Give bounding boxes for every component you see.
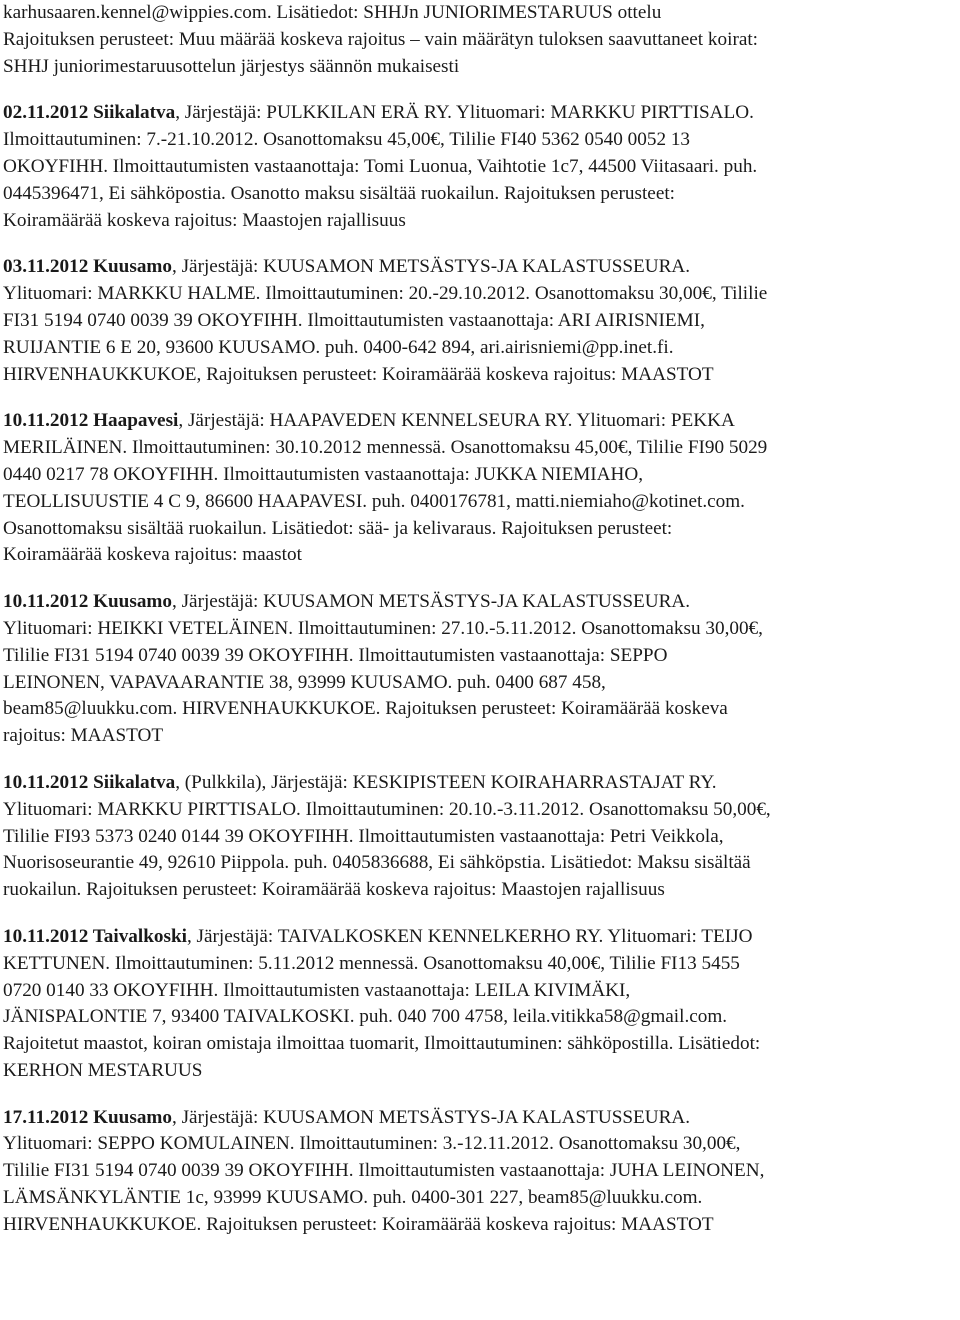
event-entry-2 bbox=[3, 254, 955, 388]
event-details: , Järjestäjä: KUUSAMON METSÄSTYS-JA KALASTUSSEURA. Ylituomari: MARKKU HALME. Ilmoittautuminen: 20.-29.10.2012. Osanottomaksu 30,00€, Tililie FI31 5194 0740 0039 39 OKOYFIHH. Ilmoittautumisten vastaanottaja: ARI AIRISNIEMI, RUIJANTIE 6 E 20, 93600 KUUSAMO. puh. 0400-642 894, ari.airisniemi@pp.inet.fi. HIRVENHAUKKUKOE, Rajoituksen perusteet: Koiramäärää koskeva rajoitus: MAASTOT bbox=[3, 256, 768, 385]
event-details: , Järjestäjä: PULKKILAN ERÄ RY. Ylituomari: MARKKU PIRTTISALO. Ilmoittautuminen: 7.-21.10.2012. Osanottomaksu 45,00€, Tililie FI40 5362 0540 0052 13 OKOYFIHH. Ilmoittautumisten vastaanottaja: Tomi Luonua, Vaihtotie 1c7, 44500 Viitasaari. puh. 0445396471, Ei sähköpostia. Osanotto maksu sisältää ruokailun. Rajoituksen perusteet: Koiramäärää koskeva rajoitus: Maastojen rajallisuus bbox=[3, 102, 758, 231]
event-entry-5 bbox=[3, 770, 955, 904]
event-details: , (Pulkkila), Järjestäjä: KESKIPISTEEN KOIRAHARRASTAJAT RY. Ylituomari: MARKKU PIRTTISALO. Ilmoittautuminen: 20.10.-3.11.2012. Osanottomaksu 50,00€, Tililie FI93 5373 0240 0144 39 OKOYFIHH. Ilmoittautumisten vastaanottaja: Petri Veikkola, Nuorisoseurantie 49, 92610 Piippola. puh. 0405836688, Ei sähköpstia. Lisätiedot: Maksu sisältää ruokailun. Rajoituksen perusteet: Koiramäärää koskeva rajoitus: Maastojen rajallisuus bbox=[3, 771, 771, 901]
event-details: , Järjestäjä: KUUSAMON METSÄSTYS-JA KALASTUSSEURA. Ylituomari: HEIKKI VETELÄINEN. Ilmoittautuminen: 27.10.-5.11.2012. Osanottomaksu 30,00€, Tililie FI31 5194 0740 0039 39 OKOYFIHH. Ilmoittautumisten vastaanottaja: SEPPO LEINONEN, VAPAVAARANTIE 38, 93999 KUUSAMO. puh. 0400 687 458, beam85@luukku.com. HIRVENHAUKKUKOE. Rajoituksen perusteet: Koiramäärää koskeva rajoitus: MAASTOT bbox=[3, 591, 763, 747]
event-heading: 03.11.2012 Kuusamo bbox=[3, 256, 172, 278]
event-entry-0 bbox=[3, 0, 955, 80]
event-entry-6 bbox=[3, 924, 955, 1085]
event-details: , Järjestäjä: KUUSAMON METSÄSTYS-JA KALASTUSSEURA. Ylituomari: SEPPO KOMULAINEN. Ilmoittautuminen: 3.-12.11.2012. Osanottomaksu 30,00€, Tililie FI31 5194 0740 0039 39 OKOYFIHH. Ilmoittautumisten vastaanottaja: JUHA LEINONEN, LÄMSÄNKYLÄNTIE 1c, 93999 KUUSAMO. puh. 0400-301 227, beam85@luukku.com. HIRVENHAUKKUKOE. Rajoituksen perusteet: Koiramäärää koskeva rajoitus: MAASTOT bbox=[3, 1106, 765, 1235]
event-heading: 02.11.2012 Siikalatva bbox=[3, 102, 176, 124]
event-heading: 10.11.2012 Siikalatva bbox=[3, 771, 176, 793]
event-heading: 17.11.2012 Kuusamo bbox=[3, 1106, 172, 1128]
event-details: karhusaaren.kennel@wippies.com. Lisätiedot: SHHJn JUNIORIMESTARUUS ottelu Rajoituksen perusteet: Muu määrää koskeva rajoitus – vain määrätyn tuloksen saavuttaneet koirat: SHHJ juniorimestaruusottelun järjestys säännön mukaisesti bbox=[3, 2, 759, 77]
event-heading: 10.11.2012 Haapavesi bbox=[3, 410, 179, 432]
event-details: , Järjestäjä: HAAPAVEDEN KENNELSEURA RY. Ylituomari: PEKKA MERILÄINEN. Ilmoittautuminen: 30.10.2012 mennessä. Osanottomaksu 45,00€, Tililie FI90 5029 0440 0217 78 OKOYFIHH. Ilmoittautumisten vastaanottaja: JUKKA NIEMIAHO, TEOLLISUUSTIE 4 C 9, 86600 HAAPAVESI. puh. 0400176781, matti.niemiaho@kotinet.com. Osanottomaksu sisältää ruokailun. Lisätiedot: sää- ja kelivaraus. Rajoituksen perusteet: Koiramäärää koskeva rajoitus: maastot bbox=[3, 410, 768, 566]
event-heading: 10.11.2012 Taivalkoski bbox=[3, 925, 187, 947]
event-entry-7 bbox=[3, 1105, 955, 1239]
event-heading: 10.11.2012 Kuusamo bbox=[3, 591, 172, 613]
event-details: , Järjestäjä: TAIVALKOSKEN KENNELKERHO RY. Ylituomari: TEIJO KETTUNEN. Ilmoittautuminen: 5.11.2012 mennessä. Osanottomaksu 40,00€, Tililie FI13 5455 0720 0140 33 OKOYFIHH. Ilmoittautumisten vastaanottaja: LEILA KIVIMÄKI, JÄNISPALONTIE 7, 93400 TAIVALKOSKI. puh. 040 700 4758, leila.vitikka58@gmail.com. Rajoitetut maastot, koiran omistaja ilmoittaa tuomarit, Ilmoittautuminen: sähköpostilla. Lisätiedot: KERHON MESTARUUS bbox=[3, 925, 761, 1081]
event-entry-1 bbox=[3, 100, 955, 234]
event-entry-3 bbox=[3, 408, 955, 569]
document-body bbox=[3, 0, 955, 1259]
event-entry-4 bbox=[3, 589, 955, 750]
